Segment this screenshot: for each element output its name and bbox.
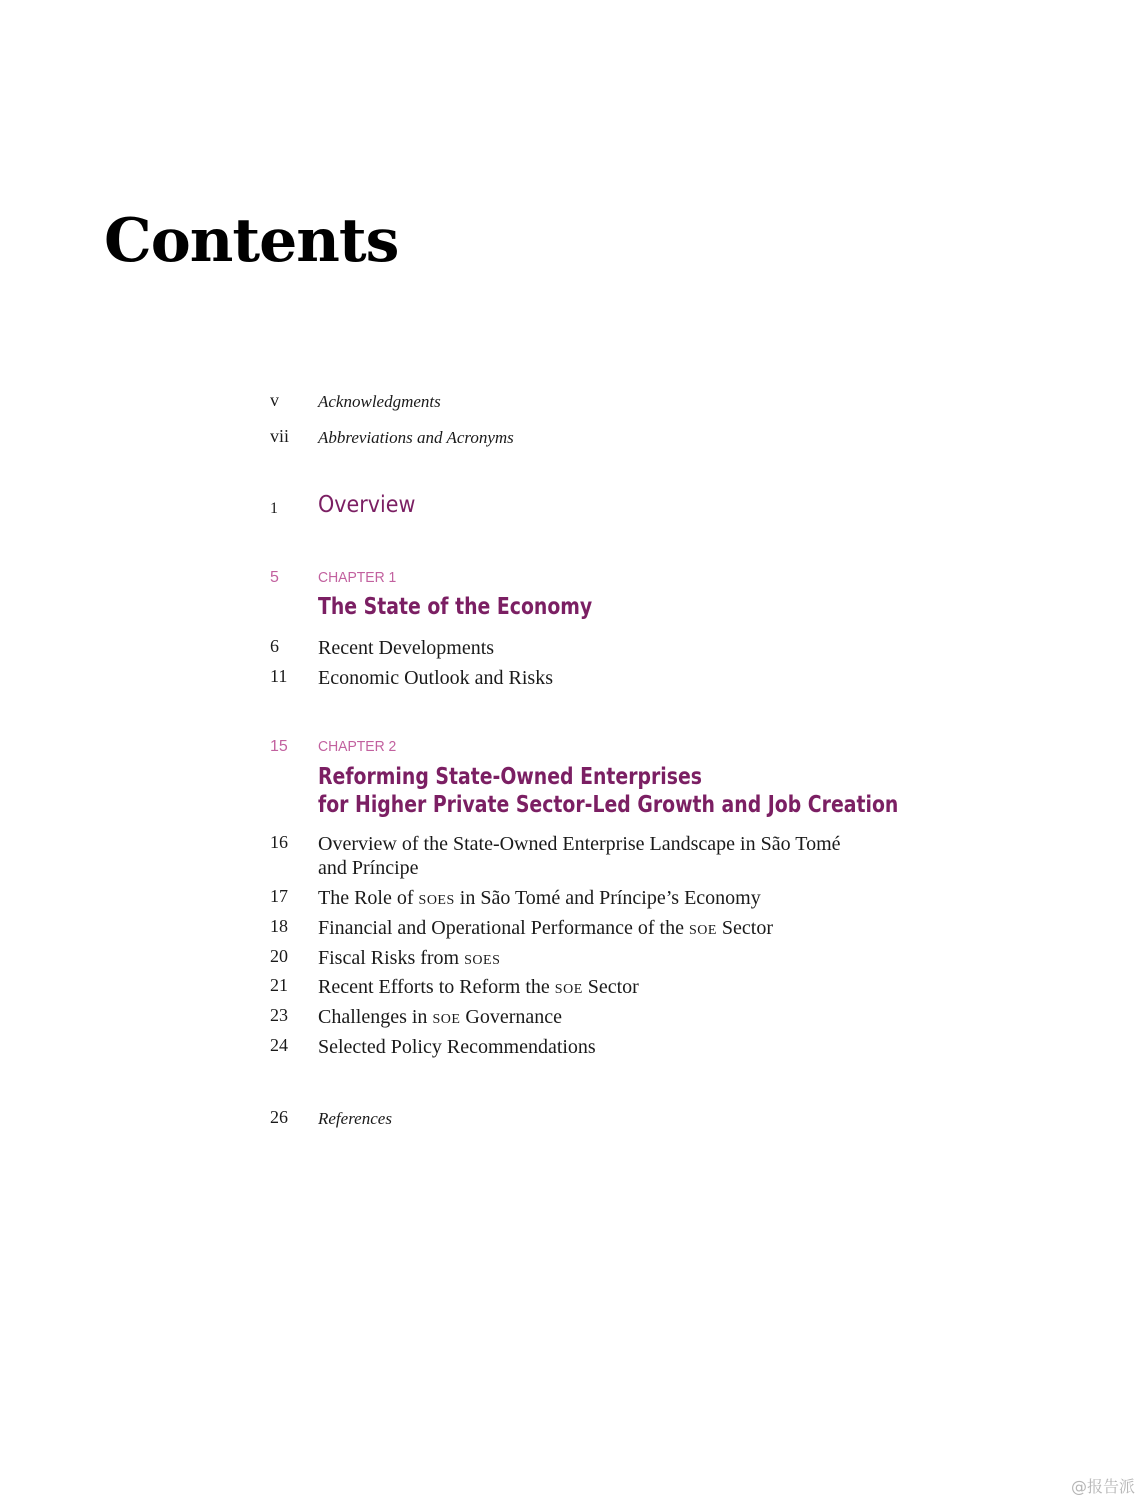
- label-text: Challenges in: [318, 1006, 433, 1028]
- toc-entry-label: [318, 1005, 562, 1029]
- toc-entry-label-line-2: and Príncipe: [318, 857, 419, 879]
- chapter-label: CHAPTER 1: [318, 569, 397, 586]
- label-text: Sector: [582, 976, 639, 998]
- toc-page-number: 26: [270, 1107, 288, 1127]
- soe-acronym: soe: [688, 917, 717, 939]
- toc-page-number: 17: [270, 886, 288, 906]
- toc-page-number: 11: [270, 666, 288, 686]
- toc-entry-label: Selected Policy Recommendations: [318, 1036, 596, 1058]
- toc-page-number: 23: [270, 1005, 288, 1025]
- toc-page-number: 1: [270, 500, 278, 517]
- toc-entry-label: [318, 916, 773, 940]
- toc-page-number: v: [270, 390, 279, 410]
- chapter-page-number: 5: [270, 569, 279, 586]
- chapter-title-line-1: Reforming State-Owned Enterprises: [318, 764, 703, 790]
- label-text: in São Tomé and Príncipe’s Economy: [454, 887, 761, 909]
- toc-entry-label: Acknowledgments: [318, 392, 441, 411]
- soe-acronym: soes: [418, 887, 455, 909]
- label-text: Recent Efforts to Reform the: [318, 976, 555, 998]
- toc-entry-label: [318, 886, 761, 910]
- soe-acronym: soe: [432, 1006, 461, 1028]
- chapter-title: The State of the Economy: [318, 594, 593, 620]
- soe-acronym: soes: [464, 947, 501, 969]
- toc-page-number: 24: [270, 1035, 288, 1055]
- toc-entry-label: [318, 946, 500, 970]
- toc-entry-label: Recent Developments: [318, 637, 495, 659]
- label-text: Governance: [460, 1006, 563, 1028]
- toc-entry-label: [318, 975, 639, 999]
- toc-page-number: 16: [270, 832, 288, 852]
- chapter-page-number: 15: [270, 738, 288, 755]
- soe-acronym: soe: [554, 976, 583, 998]
- page-title: Contents: [104, 206, 399, 276]
- toc-page-number: 6: [270, 636, 279, 656]
- label-text: Sector: [716, 917, 774, 939]
- overview-heading: Overview: [318, 492, 416, 518]
- chapter-title-line-2: for Higher Private Sector-Led Growth and Job Creation: [318, 792, 899, 818]
- toc-entry-label: Abbreviations and Acronyms: [318, 428, 514, 447]
- label-text: Financial and Operational Performance of the: [318, 917, 689, 939]
- watermark: @报告派: [1070, 1477, 1135, 1496]
- toc-entry-label: Economic Outlook and Risks: [318, 667, 553, 689]
- chapter-label: CHAPTER 2: [318, 738, 397, 755]
- toc-page-number: vii: [270, 426, 290, 446]
- toc-entry-label: References: [318, 1109, 392, 1128]
- label-text: Fiscal Risks from: [318, 947, 465, 969]
- label-text: The Role of: [318, 887, 419, 909]
- toc-entry-label-line-1: Overview of the State-Owned Enterprise Landscape in São Tomé: [318, 833, 841, 855]
- toc-page-number: 21: [270, 975, 288, 995]
- toc-page-number: 18: [270, 916, 288, 936]
- toc-page-number: 20: [270, 946, 288, 966]
